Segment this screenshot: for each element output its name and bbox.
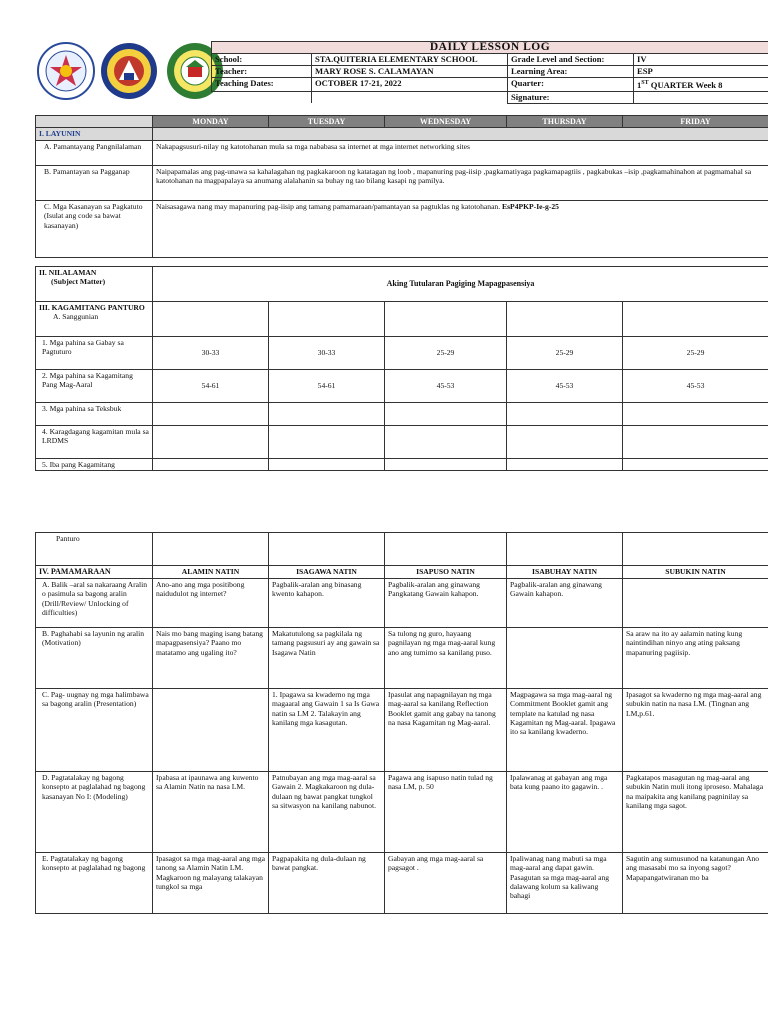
lesson-cell: Patnubayan ang mga mag-aaral sa Gawain 2. Magkakaroon ng dula-dulaan ng bawat pangkat tungkol sa sitwasyon na kanilang nabunot.	[269, 772, 385, 853]
empty-cell	[312, 91, 508, 103]
pagtatalakay-2-label: E. Pagtatalakay ng bagong konsepto at paglalahad ng bagong	[36, 853, 153, 914]
balik-aral-label: A. Balik –aral sa nakaraang Aralin o pasimula sa bagong aralin (Drill/Review/ Unlocking of difficulties)	[36, 579, 153, 628]
empty-cell	[623, 533, 768, 566]
lesson-cell: Gabayan ang mga mag-aaral sa pagsagot .	[385, 853, 507, 914]
teksbuk-label: 3. Mga pahina sa Teksbuk	[36, 403, 153, 426]
phase-header: ALAMIN NATIN	[153, 566, 269, 579]
empty-cell	[212, 91, 312, 103]
section-heading-layunin: I. LAYUNIN	[36, 128, 153, 141]
pamantayan-sa-pagganap-label: B. Pamantayan sa Pagganap	[36, 166, 153, 201]
day-header: TUESDAY	[269, 116, 385, 128]
lesson-cell: Ipasagot sa kwaderno ng mga mag-aaral ang subukin natin na nasa LM. (Tingnan ang LM,p.61.	[623, 689, 768, 772]
nilalaman-heading-cell	[36, 267, 153, 302]
lesson-cell: Pagbalik-aralan ang binasang kwento kahapon.	[269, 579, 385, 628]
empty-cell	[153, 459, 269, 471]
empty-cell	[269, 533, 385, 566]
lesson-cell: Sagutin ang sumusunod na katanungan Ano ang masasabi mo sa inyong sagot? Mapapangatwiranan mo ba	[623, 853, 768, 914]
empty-cell	[269, 302, 385, 337]
signature-field	[634, 91, 768, 103]
quarter-suffix: ST	[641, 80, 649, 86]
empty-cell	[507, 302, 623, 337]
grade-value: IV	[634, 54, 768, 66]
empty-cell	[269, 403, 385, 426]
lesson-cell: Makatutulong sa pagkilala ng tamang pagsusuri ay ang gawain sa Isagawa Natin	[269, 628, 385, 689]
paghahabi-label: B. Paghahabi sa layunin ng aralin (Motivation)	[36, 628, 153, 689]
empty-cell	[153, 426, 269, 459]
mga-kasanayan-label: C. Mga Kasanayan sa Pagkatuto (Isulat ang code sa bawat kasanayan)	[36, 201, 153, 258]
sanggunian-label: A. Sanggunian	[53, 312, 99, 322]
mga-kasanayan-text: Naisasagawa nang may mapanuring pag-iisip ang tamang pamamaraan/pamantayan sa pagtuklas ng katotohanan.	[156, 202, 503, 211]
lesson-cell: Ipalawanag at gabayan ang mga bata kung paano ito gagawin. .	[507, 772, 623, 853]
pamamaraan-heading: IV. PAMAMARAAN	[36, 566, 153, 579]
lesson-cell: Ipaliwanag nang mabuti sa mga mag-aaral ang dapat gawin. Pasagutan sa mga mag-aaral ang dalawang kolum sa kaliwang bahagi	[507, 853, 623, 914]
lesson-cell: Ano-ano ang mga positibong naidudulot ng internet?	[153, 579, 269, 628]
teacher-value: MARY ROSE S. CALAMAYAN	[312, 66, 508, 78]
phase-header: ISAPUSO NATIN	[385, 566, 507, 579]
teacher-label: Teacher:	[212, 66, 312, 78]
lesson-cell: Pagbalik-aralan ang ginawang Pangkatang Gawain kahapon.	[385, 579, 507, 628]
page-range: 30-33	[269, 337, 385, 370]
competency-code: EsP4PKP-Ie-g-25	[502, 202, 559, 211]
lesson-cell: Magpagawa sa mga mag-aaral ng Commitment Booklet gamit ang template na katulad ng nasa Kagamitan ng Mag-aaral. Ipagawa ito sa kanilang kwaderno.	[507, 689, 623, 772]
pag-uugnay-label: C. Pag- uugnay ng mga halimbawa sa bagong aralin (Presentation)	[36, 689, 153, 772]
quarter-text: QUARTER Week 8	[648, 79, 723, 90]
page-range: 25-29	[507, 337, 623, 370]
panturo-continued-label: Panturo	[36, 533, 153, 566]
lesson-cell: Ipasagot sa mga mag-aaral ang mga tanong sa Alamin Natin LM. Magkaroon ng malayang talakayan tungkol sa mga	[153, 853, 269, 914]
lesson-cell: Pagbalik-aralan ang ginawang Gawain kahapon.	[507, 579, 623, 628]
empty-cell	[385, 403, 507, 426]
empty-cell	[153, 533, 269, 566]
division-seal-icon	[100, 42, 158, 100]
quarter-label: Quarter:	[508, 78, 634, 92]
lesson-cell: Ipasulat ang napagnilayan ng mga mag-aaral sa kanilang Reflection Booklet gamit ang gabay na tanong na nasa Kagamitan ng Mag-aaral.	[385, 689, 507, 772]
lesson-cell	[153, 689, 269, 772]
pamantayan-sa-pagganap-text: Naipapamalas ang pag-unawa sa kahalagahan ng pagkakaroon ng katatagan ng loob , mapanuring pag-iisip ,pagkamatiyaga pagkamapagtiis , pagkabukas –isip ,pagkamahinahon at pagmamahal sa katotohanan na magpapalaya sa anumang alalahanin sa buhay ng tao bilang kasapi ng pamilya.	[153, 166, 768, 201]
page-range: 25-29	[623, 337, 768, 370]
lrdms-label: 4. Karagdagang kagamitan mula sa LRDMS	[36, 426, 153, 459]
nilalaman-kagamitan-table	[35, 266, 768, 471]
empty-cell	[385, 459, 507, 471]
pamantayang-pangnilalaman-text: Nakapagsusuri-nilay ng katotohanan mula sa mga nababasa sa internet at mga internet networking sites	[153, 141, 768, 166]
lesson-cell: Ipabasa at ipaunawa ang kuwento sa Alamin Natin na nasa LM.	[153, 772, 269, 853]
lesson-cell: Sa araw na ito ay aalamin nating kung naintindihan ninyo ang ating paksang mapanuring pagiisip.	[623, 628, 768, 689]
mga-kasanayan-cell	[153, 201, 768, 258]
empty-cell	[385, 426, 507, 459]
corner-cell	[36, 116, 153, 128]
empty-cell	[385, 302, 507, 337]
school-value: STA.QUITERIA ELEMENTARY SCHOOL	[312, 54, 508, 66]
empty-cell	[153, 403, 269, 426]
gabay-label: 1. Mga pahina sa Gabay sa Pagtuturo	[36, 337, 153, 370]
empty-cell	[623, 302, 768, 337]
pamantayang-pangnilalaman-label: A. Pamantayang Pangnilalaman	[36, 141, 153, 166]
header-info-table	[211, 41, 768, 104]
empty-cell	[623, 403, 768, 426]
lesson-cell: Nais mo bang maging isang batang mapagpasensiya? Paano mo matatamo ang ugaling ito?	[153, 628, 269, 689]
grade-label: Grade Level and Section:	[508, 54, 634, 66]
empty-cell	[153, 302, 269, 337]
lesson-cell: Sa tulong ng guro, hayaang pagnilayan ng mga mag-aaral kung ano ang tumimo sa kanilang puso.	[385, 628, 507, 689]
empty-cell	[507, 426, 623, 459]
day-header: WEDNESDAY	[385, 116, 507, 128]
quarter-number: 1	[637, 79, 642, 90]
lesson-cell	[623, 579, 768, 628]
day-header: FRIDAY	[623, 116, 768, 128]
teaching-dates-value: OCTOBER 17-21, 2022	[312, 78, 508, 92]
nilalaman-subheading: (Subject Matter)	[51, 277, 106, 287]
learning-area-label: Learning Area:	[508, 66, 634, 78]
empty-cell	[623, 426, 768, 459]
page-title: DAILY LESSON LOG	[212, 42, 768, 54]
subject-matter: Aking Tutularan Pagiging Mapagpasensiya	[153, 267, 768, 302]
empty-cell	[507, 459, 623, 471]
teaching-dates-label: Teaching Dates:	[212, 78, 312, 92]
empty-cell	[269, 426, 385, 459]
lesson-cell: Pagawa ang isapuso natin tulad ng nasa LM, p. 50	[385, 772, 507, 853]
page-range: 45-53	[507, 370, 623, 403]
deped-seal-logo	[37, 42, 95, 100]
day-header: THURSDAY	[507, 116, 623, 128]
lesson-cell: Pagkatapos masagutan ng mag-aaral ang subukin Natin muli itong iproseso. Mahalaga na maipakita ang kanilang pagninilay sa kanilang mga sagot.	[623, 772, 768, 853]
signature-label: Signature:	[508, 91, 634, 103]
empty-cell	[385, 533, 507, 566]
pamamaraan-table	[35, 532, 768, 914]
phase-header: ISAGAWA NATIN	[269, 566, 385, 579]
page-range: 25-29	[385, 337, 507, 370]
day-header: MONDAY	[153, 116, 269, 128]
kagamitan-heading-cell	[36, 302, 153, 337]
schools-division-logo	[100, 42, 158, 100]
learning-area-value: ESP	[634, 66, 768, 78]
lesson-cell: 1. Ipagawa sa kwaderno ng mga magaaral ang Gawain 1 sa Is Gawa natin sa LM 2. Talakayin ang kanilang mga kasagutan.	[269, 689, 385, 772]
empty-cell	[269, 459, 385, 471]
layunin-table	[35, 115, 768, 258]
school-label: School:	[212, 54, 312, 66]
nilalaman-heading: II. NILALAMAN	[39, 268, 97, 277]
kagamitang-pang-mag-aaral-label: 2. Mga pahina sa Kagamitang Pang Mag-Aaral	[36, 370, 153, 403]
page-range: 54-61	[269, 370, 385, 403]
lesson-cell	[507, 628, 623, 689]
phase-header: SUBUKIN NATIN	[623, 566, 768, 579]
empty-cell	[623, 459, 768, 471]
page-range: 30-33	[153, 337, 269, 370]
iba-pang-kagamitan-label: 5. Iba pang Kagamitang	[36, 459, 153, 471]
deped-seal-icon	[37, 42, 95, 100]
page-range: 54-61	[153, 370, 269, 403]
page-range: 45-53	[623, 370, 768, 403]
section-heading-fill	[153, 128, 768, 141]
phase-header: ISABUHAY NATIN	[507, 566, 623, 579]
quarter-value	[634, 78, 768, 92]
page-range: 45-53	[385, 370, 507, 403]
empty-cell	[507, 533, 623, 566]
lesson-cell: Pagpapakita ng dula-dulaan ng bawat pangkat.	[269, 853, 385, 914]
pagtatalakay-1-label: D. Pagtatalakay ng bagong konsepto at paglalahad ng bagong kasanayan No I: (Modeling)	[36, 772, 153, 853]
kagamitan-heading: III. KAGAMITANG PANTURO	[39, 303, 145, 312]
empty-cell	[507, 403, 623, 426]
